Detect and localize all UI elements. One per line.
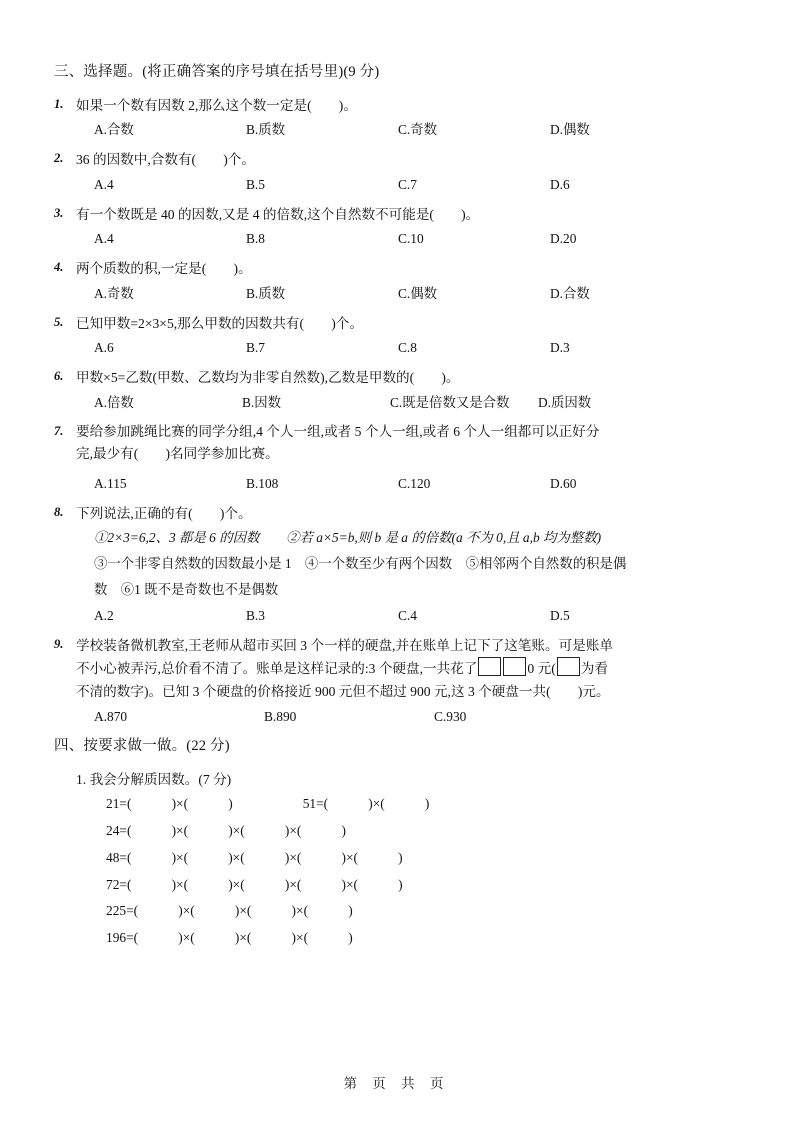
question-9-options	[76, 704, 739, 730]
question-7-option-c[interactable]: C.120	[398, 475, 431, 491]
question-6-stem	[54, 366, 739, 389]
section-heading-3: 三、选择题。(将正确答案的序号填在括号里)(9 分)	[54, 64, 380, 80]
question-7-option-d[interactable]: D.60	[550, 475, 577, 491]
question-4-text: 两个质数的积,一定是( )。	[76, 261, 252, 277]
question-5	[54, 312, 739, 362]
question-2-number: 2.	[54, 151, 64, 166]
question-7-stem-line-1	[54, 421, 739, 443]
question-1-option-c[interactable]: C.奇数	[398, 122, 438, 138]
question-2-options	[76, 172, 739, 198]
question-9-stem-line-3	[76, 680, 739, 703]
question-7-text-2: 完,最少有( )名同学参加比赛。	[76, 445, 279, 461]
answer-box-3[interactable]	[557, 657, 580, 676]
question-4-options	[76, 281, 739, 307]
factorization-row-2-left[interactable]: 24=( )×( )×( )×( )	[106, 822, 346, 838]
question-1-option-b[interactable]: B.质数	[246, 122, 286, 138]
factorization-row-4	[76, 872, 739, 899]
question-7-option-a[interactable]: A.115	[94, 475, 127, 491]
factorization-row-4-left[interactable]: 72=( )×( )×( )×( )×( )	[106, 876, 403, 892]
question-3-option-b[interactable]: B.8	[246, 231, 265, 247]
section-heading-4: 四、按要求做一做。(22 分)	[54, 738, 230, 754]
question-3-text: 有一个数既是 40 的因数,又是 4 的倍数,这个自然数不可能是( )。	[76, 206, 480, 222]
question-1-number: 1.	[54, 96, 64, 111]
question-5-option-a[interactable]: A.6	[94, 340, 114, 356]
question-8-option-c[interactable]: C.4	[398, 607, 417, 623]
question-5-text: 已知甲数=2×3×5,那么甲数的因数共有( )个。	[76, 315, 363, 331]
question-9-text-3: 不清的数字)。已知 3 个硬盘的价格接近 900 元但不超过 900 元,这 3 个硬盘一共( )元。	[76, 684, 610, 700]
factorization-row-2	[76, 818, 739, 845]
question-6-option-a[interactable]: A.倍数	[94, 394, 134, 410]
question-5-option-b[interactable]: B.7	[246, 340, 265, 356]
question-1-text: 如果一个数有因数 2,那么这个数一定是( )。	[76, 97, 357, 113]
page-footer: 第 页 共 页	[343, 1076, 450, 1091]
question-2-option-a[interactable]: A.4	[94, 176, 114, 192]
question-9-text-1: 学校装备微机教室,王老师从超市买回 3 个一样的硬盘,并在账单上记下了这笔账。可是账单	[76, 637, 613, 653]
question-7-stem-line-2	[76, 443, 739, 465]
question-6-number: 6.	[54, 369, 64, 384]
question-1-stem	[54, 94, 739, 117]
question-3-options	[76, 226, 739, 252]
question-2-text: 36 的因数中,合数有( )个。	[76, 152, 255, 168]
question-9-text-2c: 为看	[580, 661, 608, 677]
question-6-text: 甲数×5=乙数(甲数、乙数均为非零自然数),乙数是甲数的( )。	[76, 370, 460, 386]
factorization-row-5-left[interactable]: 225=( )×( )×( )×( )	[106, 903, 353, 919]
question-2	[54, 148, 739, 198]
question-3-option-c[interactable]: C.10	[398, 231, 424, 247]
question-2-option-c[interactable]: C.7	[398, 176, 417, 192]
question-9-option-c[interactable]: C.930	[434, 708, 467, 724]
section-4-task-1	[54, 768, 739, 952]
question-1-option-d[interactable]: D.偶数	[550, 122, 590, 138]
question-4-option-a[interactable]: A.奇数	[94, 285, 134, 301]
question-7-option-b[interactable]: B.108	[246, 475, 279, 491]
factorization-row-3	[76, 845, 739, 872]
factorization-row-3-left[interactable]: 48=( )×( )×( )×( )×( )	[106, 849, 403, 865]
question-2-stem	[54, 148, 739, 171]
question-8-number: 8.	[54, 505, 64, 520]
question-9-option-a[interactable]: A.870	[94, 708, 128, 724]
question-6-option-b[interactable]: B.因数	[242, 394, 282, 410]
question-6-options	[76, 390, 739, 416]
question-3-stem	[54, 203, 739, 226]
question-5-stem	[54, 312, 739, 335]
question-9-stem-line-1	[54, 634, 739, 657]
question-3-option-a[interactable]: A.4	[94, 231, 114, 247]
answer-box-1[interactable]	[478, 657, 501, 676]
question-9-text-2: 不小心被弄污,总价看不清了。账单是这样记录的:3 个硬盘,一共花了	[76, 661, 478, 677]
question-1-options	[76, 117, 739, 143]
section-4-task-1-title: 1. 我会分解质因数。(7 分)	[76, 771, 232, 787]
question-8	[54, 502, 739, 629]
question-8-statement-3: 数 ⑥1 既不是奇数也不是偶数	[94, 581, 279, 597]
question-4-number: 4.	[54, 260, 64, 275]
question-8-option-a[interactable]: A.2	[94, 607, 114, 623]
answer-box-2[interactable]	[503, 657, 526, 676]
factorization-row-1	[76, 791, 739, 818]
question-7-text-1: 要给参加跳绳比赛的同学分组,4 个人一组,或者 5 个人一组,或者 6 个人一组都可以正好分	[76, 423, 600, 439]
question-4-option-d[interactable]: D.合数	[550, 285, 590, 301]
question-3-number: 3.	[54, 205, 64, 220]
question-9	[54, 634, 739, 730]
factorization-row-1-right[interactable]: 51=( )×( )	[302, 796, 430, 812]
question-2-option-d[interactable]: D.6	[550, 176, 570, 192]
question-9-option-b[interactable]: B.890	[264, 708, 297, 724]
factorization-row-1-left[interactable]: 21=( )×( )	[106, 796, 233, 812]
question-8-stem	[54, 502, 739, 525]
question-5-number: 5.	[54, 314, 64, 329]
question-6-option-d[interactable]: D.质因数	[538, 394, 592, 410]
question-3-option-d[interactable]: D.20	[550, 231, 577, 247]
factorization-row-6-left[interactable]: 196=( )×( )×( )×( )	[106, 930, 353, 946]
question-8-option-d[interactable]: D.5	[550, 607, 570, 623]
question-7-options	[76, 471, 739, 497]
question-8-option-b[interactable]: B.3	[246, 607, 265, 623]
question-8-statement-2: ③一个非零自然数的因数最小是 1 ④一个数至少有两个因数 ⑤相邻两个自然数的积是偶	[94, 556, 627, 572]
question-4-option-c[interactable]: C.偶数	[398, 285, 438, 301]
question-6	[54, 366, 739, 416]
question-3	[54, 203, 739, 253]
question-5-options	[76, 335, 739, 361]
question-4-option-b[interactable]: B.质数	[246, 285, 286, 301]
question-4-stem	[54, 257, 739, 280]
question-9-number: 9.	[54, 636, 64, 651]
question-4	[54, 257, 739, 307]
question-5-option-d[interactable]: D.3	[550, 340, 570, 356]
question-7-number: 7.	[54, 423, 64, 438]
question-1	[54, 94, 739, 144]
question-9-text-2b: 0 元(	[527, 661, 556, 677]
question-8-options	[76, 603, 739, 629]
question-8-text: 下列说法,正确的有( )个。	[76, 506, 252, 522]
question-1-option-a[interactable]: A.合数	[94, 122, 134, 138]
question-7	[54, 421, 739, 497]
question-6-option-c[interactable]: C.既是倍数又是合数	[390, 394, 510, 410]
factorization-row-5	[76, 898, 739, 925]
factorization-row-6	[76, 925, 739, 952]
question-5-option-c[interactable]: C.8	[398, 340, 417, 356]
question-9-stem-line-2	[76, 657, 739, 680]
question-2-option-b[interactable]: B.5	[246, 176, 265, 192]
question-8-statement-1: ①2×3=6,2、3 都是 6 的因数 ②若 a×5=b,则 b 是 a 的倍数(a 不为 0,且 a,b 均为整数)	[94, 530, 602, 546]
